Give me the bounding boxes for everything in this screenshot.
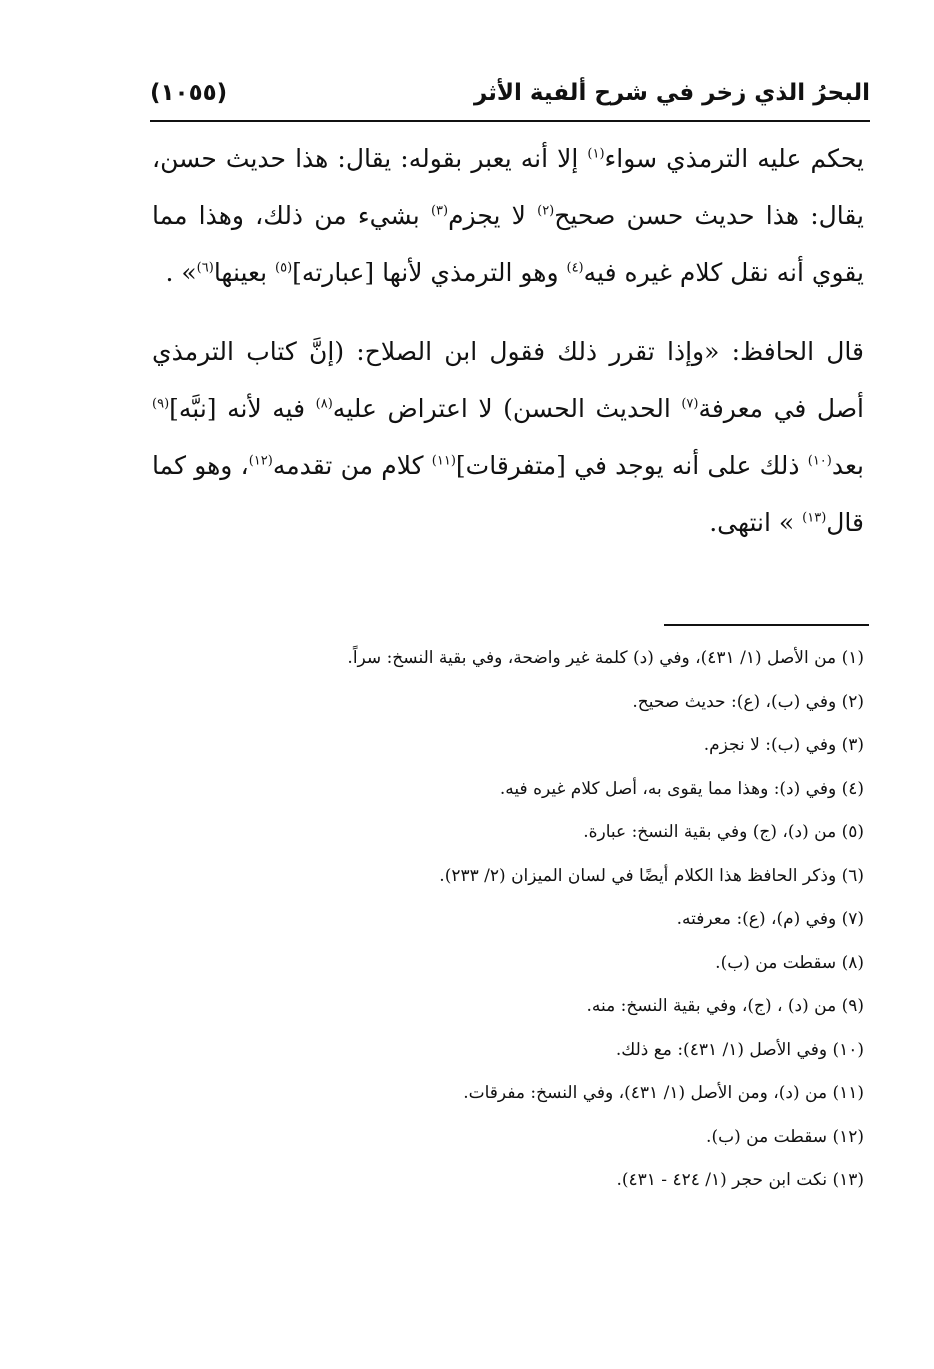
text-run: قال الحافظ: «وإذا تقرر ذلك فقول ابن الصلاح: (إنَّ كتاب الترمذي أصل في معرفة	[152, 337, 864, 423]
text-run: » .	[165, 258, 197, 287]
footnote-ref: (١١)	[431, 453, 456, 469]
text-run: ذلك على أنه يوجد في [متفرقات]	[455, 451, 808, 480]
footnote-ref: (٧)	[681, 396, 699, 412]
running-title: البحرُ الذي زخر في شرح ألفية الأثر	[473, 80, 870, 106]
footnote-ref: (١٢)	[248, 453, 273, 469]
text-run: إلا أنه يعبر بقوله: يقال: هذا حديث حسن، يقال: هذا حديث حسن صحيح	[152, 144, 865, 230]
footnote-ref: (٥)	[275, 260, 293, 276]
footnote: (١٣) نكت ابن حجر (١/ ٤٢٤ - ٤٣١).	[616, 1170, 864, 1190]
footnote-ref: (٩)	[152, 396, 170, 412]
footnote-ref: (١٣)	[802, 510, 827, 526]
text-run: » انتهى.	[709, 508, 803, 537]
text-run: بشيء من ذلك، وهذا مما يقوي أنه نقل كلام غيره فيه	[152, 201, 864, 287]
text-run: الحديث الحسن) لا اعتراض عليه	[332, 394, 682, 423]
footnote: (٩) من (د) ، (ج)، وفي بقية النسخ: منه.	[586, 996, 864, 1016]
text-run: يحكم عليه الترمذي سواء	[604, 144, 864, 173]
footnote-ref: (٢)	[537, 203, 555, 219]
footnotes	[150, 637, 864, 1203]
page-header	[150, 78, 870, 118]
footnote-ref: (١٠)	[807, 453, 832, 469]
main-text	[152, 130, 864, 551]
footnote: (١١) من (د)، ومن الأصل (١/ ٤٣١)، وفي النسخ: مفرقات.	[463, 1083, 864, 1103]
footnote: (٣) وفي (ب): لا نجزم.	[703, 735, 864, 755]
header-rule	[150, 120, 870, 122]
footnote-rule	[664, 624, 869, 626]
footnote: (١٢) سقطت من (ب).	[706, 1126, 864, 1147]
footnote-ref: (٣)	[430, 203, 449, 219]
page-number: (١٠٥٥)	[150, 80, 228, 106]
paragraph-2	[152, 323, 864, 551]
footnote: (٢) وفي (ب)، (ع): حديث صحيح.	[632, 691, 864, 712]
text-run: وهو الترمذي لأنها [عبارته]	[292, 258, 567, 287]
footnote: (٥) من (د)، (ج) وفي بقية النسخ: عبارة.	[583, 822, 864, 842]
footnote: (٧) وفي (م)، (ع): معرفته.	[676, 909, 864, 929]
text-run: بعينها	[213, 258, 276, 287]
footnote-ref: (٨)	[315, 396, 333, 412]
text-run: لا يجزم	[448, 201, 538, 230]
text-run: كلام من تقدمه	[272, 451, 432, 480]
footnote-ref: (٤)	[566, 260, 584, 276]
text-run: بعد	[831, 451, 865, 480]
paragraph-1	[152, 130, 864, 301]
footnote: (١) من الأصل (١/ ٤٣١)، وفي (د) كلمة غير واضحة، وفي بقية النسخ: سراً.	[347, 648, 864, 668]
footnote: (٨) سقطت من (ب).	[715, 952, 864, 973]
footnote-ref: (١)	[587, 146, 605, 162]
text-run: ، وهو كما قال	[152, 451, 864, 537]
footnote-ref: (٦)	[196, 260, 214, 276]
footnote: (٤) وفي (د): وهذا مما يقوى به، أصل كلام غيره فيه.	[499, 778, 864, 799]
text-run: فيه لأنه [نبَّه]	[169, 394, 316, 423]
footnote: (٦) وذكر الحافظ هذا الكلام أيضًا في لسان الميزان (٢/ ٢٣٣).	[439, 865, 864, 886]
footnote: (١٠) وفي الأصل (١/ ٤٣١): مع ذلك.	[615, 1039, 864, 1060]
